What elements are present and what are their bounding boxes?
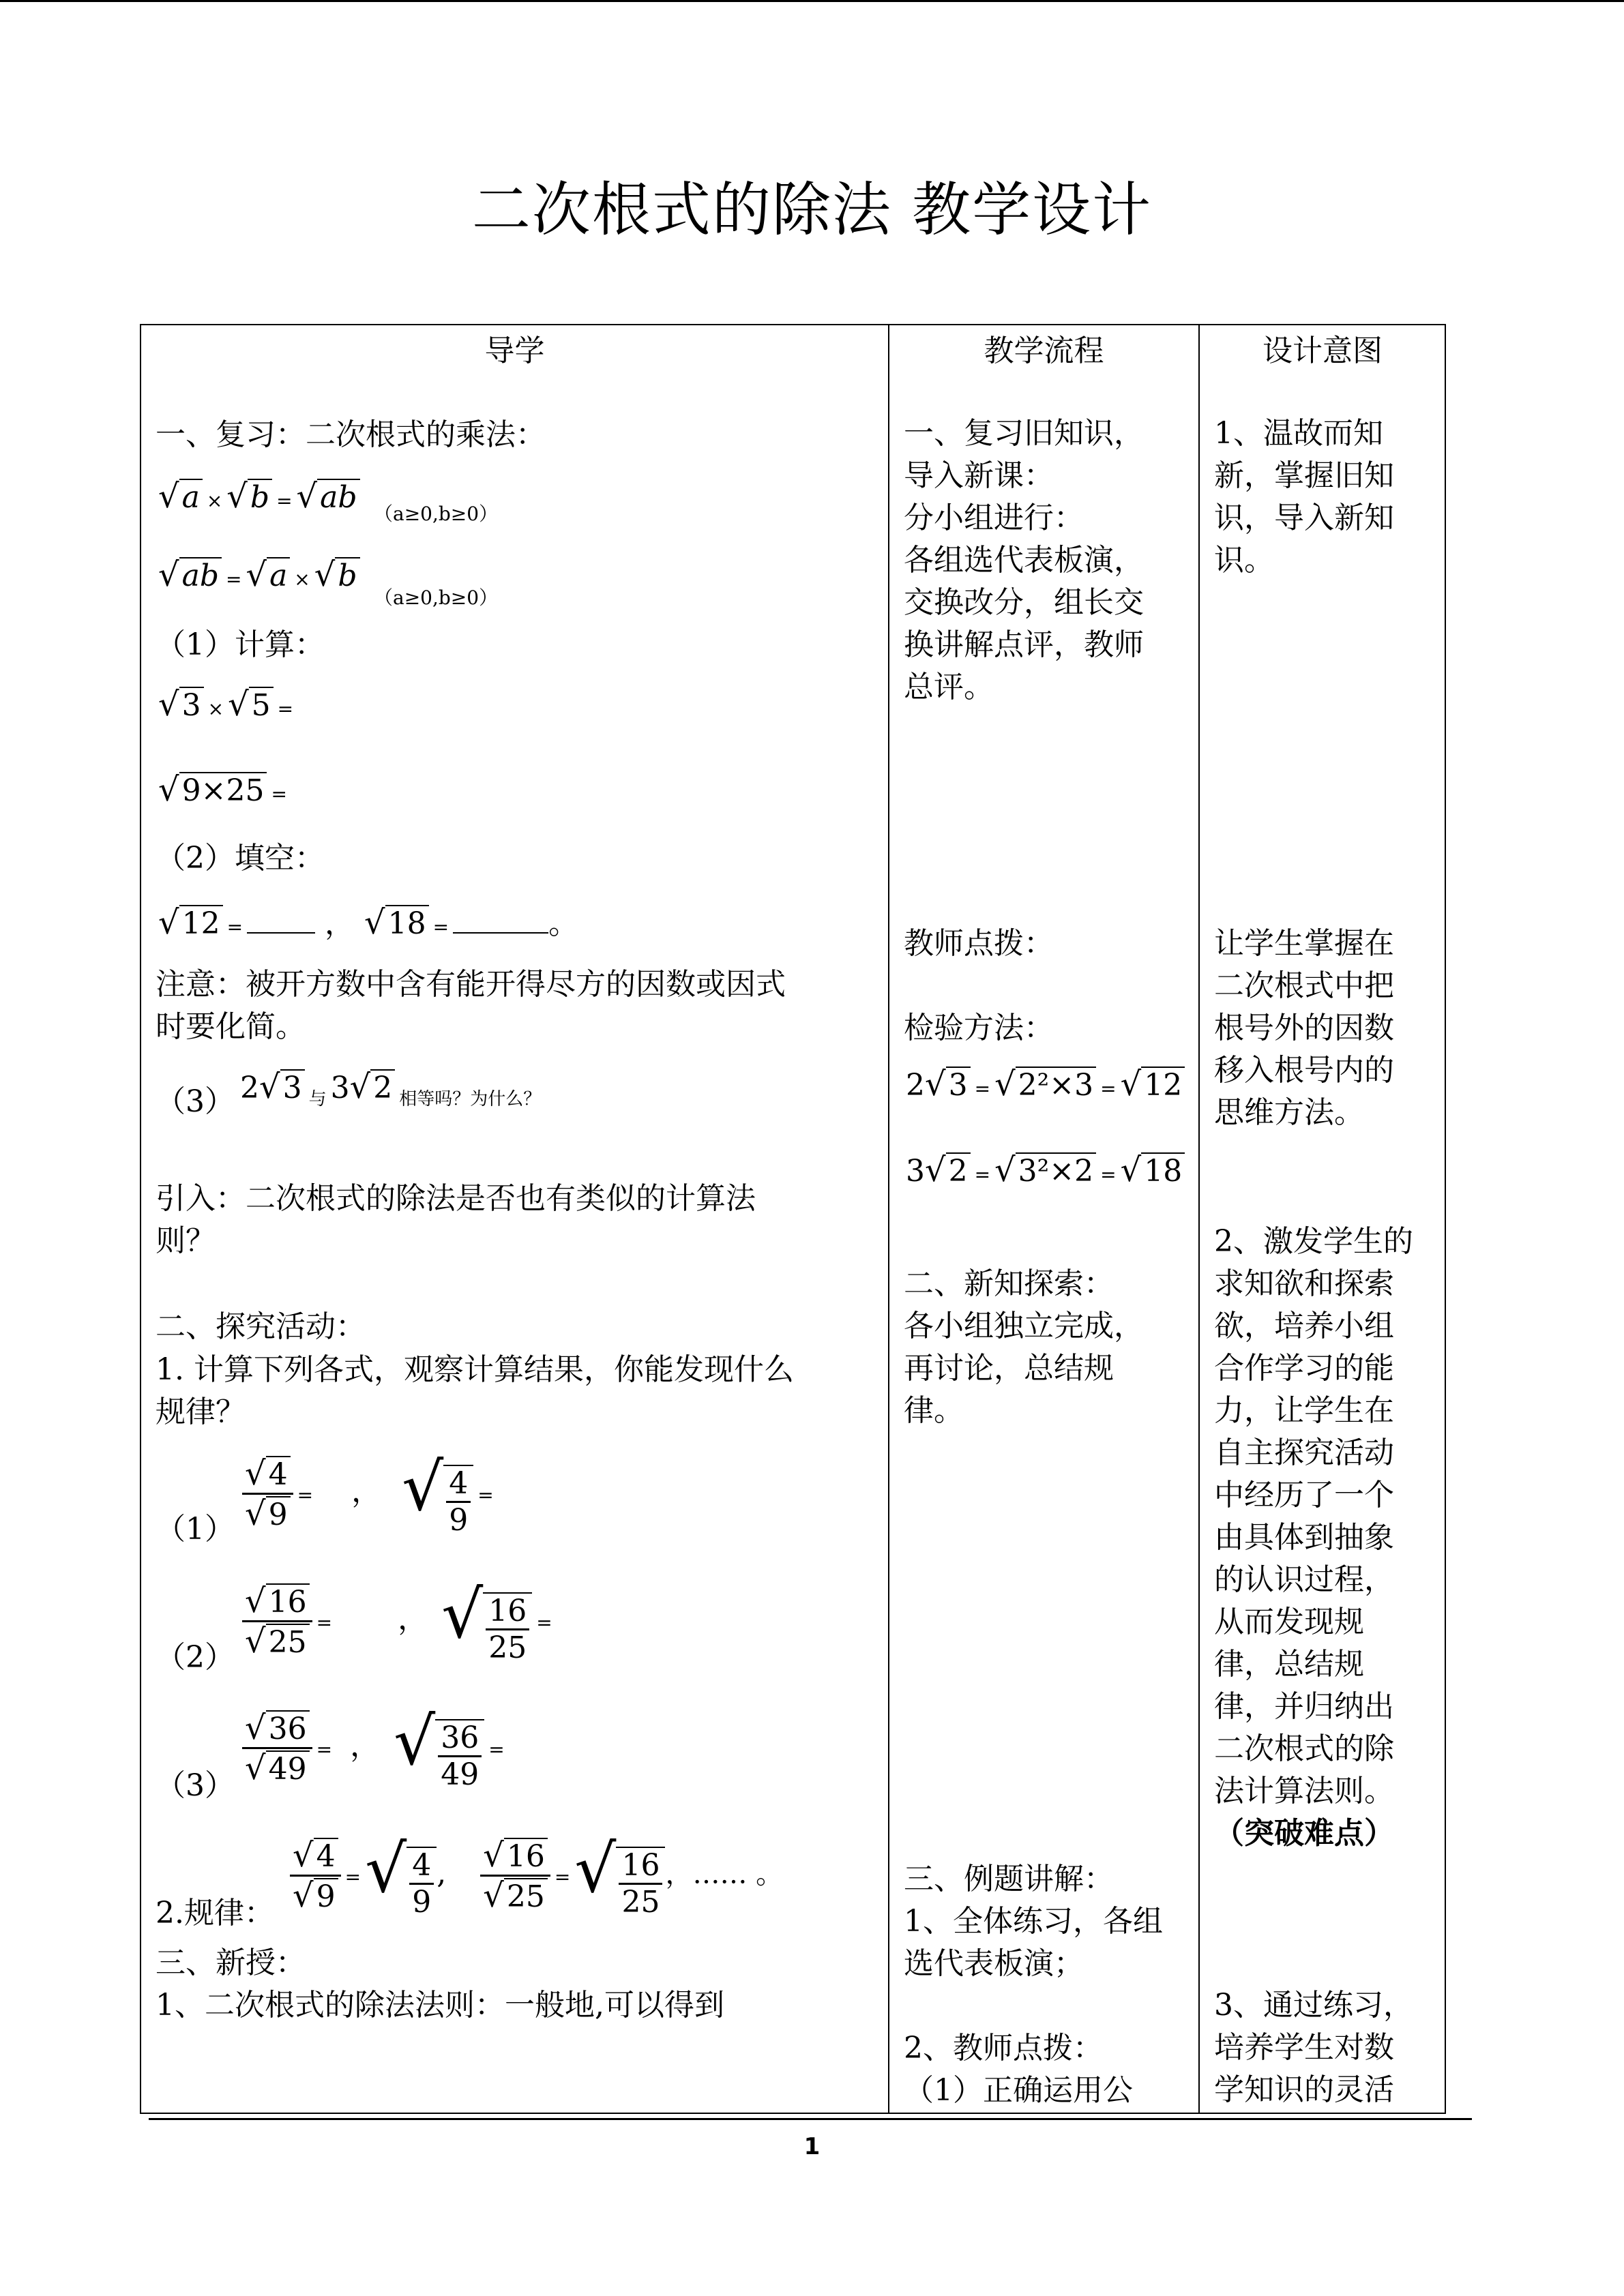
flow-line: （1）正确运用公 xyxy=(904,2073,1133,2108)
product-rule-2: √ab = √a × √b xyxy=(158,556,360,594)
explore-heading: 二、探究活动： xyxy=(156,1309,366,1344)
flow-line: 换讲解点评，教师 xyxy=(904,627,1144,662)
flow-line: 一、复习旧知识， xyxy=(904,416,1144,451)
intro-cont: 则？ xyxy=(156,1223,216,1258)
flow-line: 分小组进行： xyxy=(904,501,1084,535)
intent-line: 二次根式的除 xyxy=(1214,1731,1394,1766)
q1-label: （1）计算： xyxy=(156,627,325,662)
note: 注意：被开方数中含有能开得尽方的因数或因式 xyxy=(156,967,786,1002)
column-divider-2 xyxy=(1198,324,1200,2114)
intent-method xyxy=(1214,923,1394,1134)
e1-exprs: $\frac{√4}{√9}$ = ， √ $\frac{4}{9}$ = xyxy=(242,1449,498,1538)
footer-rule xyxy=(149,2118,1472,2120)
column-divider-1 xyxy=(888,324,889,2114)
intro: 引入：二次根式的除法是否也有类似的计算法 xyxy=(156,1181,756,1216)
flow-line: 三、例题讲解： xyxy=(904,1862,1114,1896)
intent-line: 求知欲和探索 xyxy=(1214,1266,1394,1301)
q2-label: （2）填空： xyxy=(156,841,325,876)
e1-label: （1） xyxy=(156,1512,235,1547)
intent-line: 新，掌握旧知 xyxy=(1214,458,1394,493)
intent-line: 法计算法则。 xyxy=(1214,1774,1394,1808)
verify-expr-1: 2√3 = √2²×3 = √12 xyxy=(906,1065,1185,1103)
intent-explore xyxy=(1214,1221,1413,1855)
intent-line: 由具体到抽象 xyxy=(1214,1520,1394,1555)
intent-line: 力，让学生在 xyxy=(1214,1393,1394,1428)
intent-emphasis: （突破难点） xyxy=(1214,1816,1394,1851)
intent-line: 1、温故而知 xyxy=(1214,416,1383,451)
flow-review xyxy=(904,413,1144,709)
flow-line: 1、全体练习，各组 xyxy=(904,1904,1163,1939)
intent-line: 识，导入新知 xyxy=(1214,501,1394,535)
header-flow: 教学流程 xyxy=(984,333,1104,368)
intent-line: 的认识过程， xyxy=(1214,1562,1394,1597)
intent-line: 合作学习的能 xyxy=(1214,1351,1394,1386)
explore-task: 1. 计算下列各式，观察计算结果，你能发现什么 xyxy=(156,1352,794,1387)
q2-exprs: √12 = ， √18 = 。 xyxy=(158,904,579,942)
flow-line: 导入新课： xyxy=(904,458,1054,493)
intent-line: 从而发现规 xyxy=(1214,1605,1364,1639)
q1-expr-b: √9×25 = xyxy=(158,771,287,809)
flow-line: 各组选代表板演， xyxy=(904,543,1144,578)
explore-task-cont: 规律？ xyxy=(156,1395,246,1429)
intent-line: 3、通过练习， xyxy=(1214,1988,1413,2023)
flow-teacher xyxy=(904,2027,1133,2112)
review-heading: 一、复习：二次根式的乘法： xyxy=(156,417,546,452)
intent-line: 律，并归纳出 xyxy=(1214,1689,1394,1724)
flow-line: 总评。 xyxy=(904,670,994,704)
intent-review xyxy=(1214,413,1394,582)
rule2-condition: （a≥0,b≥0） xyxy=(374,586,499,609)
rule-exprs: $\frac{√4}{√9}$ =√ $\frac{4}{9}$ , $\frac{√16}{√25}$ =√ $\frac{16}{25}$ ，…… 。 xyxy=(290,1831,783,1920)
intent-line: 欲，培养小组 xyxy=(1214,1309,1394,1343)
intent-line: 律，总结规 xyxy=(1214,1647,1364,1682)
e2-exprs: $\frac{√16}{√25}$ = ， √ $\frac{16}{25}$ = xyxy=(242,1577,557,1665)
intent-line: 思维方法。 xyxy=(1214,1095,1364,1130)
intent-line: 让学生掌握在 xyxy=(1214,926,1394,961)
intent-line: 识。 xyxy=(1214,543,1274,578)
intent-line: 自主探究活动 xyxy=(1214,1435,1394,1470)
intent-line: 二次根式中把 xyxy=(1214,968,1394,1003)
intent-practice xyxy=(1214,1984,1413,2111)
flow-line: 选代表板演； xyxy=(904,1946,1084,1981)
e2-label: （2） xyxy=(156,1640,235,1675)
header-guide: 导学 xyxy=(484,333,545,368)
q1-expr-a: √3 × √5 = xyxy=(158,685,294,724)
intent-line: 根号外的因数 xyxy=(1214,1011,1394,1045)
intent-line: 移入根号内的 xyxy=(1214,1053,1394,1088)
intent-line: 中经历了一个 xyxy=(1214,1478,1394,1512)
rule-label: 2.规律： xyxy=(156,1896,274,1930)
rule1-condition: （a≥0,b≥0） xyxy=(374,503,499,525)
q3-mid: 与 xyxy=(308,1089,327,1109)
flow-line: 二、新知探索： xyxy=(904,1266,1114,1301)
flow-line: 再讨论，总结规 xyxy=(904,1351,1114,1386)
flow-line: 2、教师点拨： xyxy=(904,2031,1103,2066)
top-border xyxy=(0,0,1624,2)
verify-expr-2: 3√2 = √3²×2 = √18 xyxy=(906,1151,1185,1189)
intent-line: 培养学生对数 xyxy=(1214,2030,1394,2065)
q3-label: （3） xyxy=(156,1084,235,1119)
new-rule: 1、二次根式的除法法则：一般地,可以得到 xyxy=(156,1988,724,2023)
page-number: 1 xyxy=(803,2133,821,2160)
document-title: 二次根式的除法 教学设计 xyxy=(471,176,1153,244)
flow-examples xyxy=(904,1858,1163,1985)
e3-label: （3） xyxy=(156,1768,235,1803)
header-intent: 设计意图 xyxy=(1263,333,1383,368)
product-rule-1: √a × √b = √ab xyxy=(158,477,360,516)
rule-tail: ，…… 。 xyxy=(665,1858,784,1890)
intent-line: 2、激发学生的 xyxy=(1214,1224,1413,1259)
q3-expr: 2√3 $_与$ 3√2 $_{相等吗?为什么?}$ xyxy=(240,1068,542,1109)
intent-line: 学知识的灵活 xyxy=(1214,2072,1394,2107)
flow-explore xyxy=(904,1263,1144,1432)
note-cont: 时要化简。 xyxy=(156,1009,306,1044)
flow-line: 各小组独立完成， xyxy=(904,1309,1144,1343)
flow-hint: 教师点拨： xyxy=(904,926,1054,961)
new-heading: 三、新授： xyxy=(156,1945,306,1980)
e3-exprs: $\frac{√36}{√49}$ = ， √ $\frac{36}{49}$ = xyxy=(242,1703,509,1792)
flow-line: 律。 xyxy=(904,1393,964,1428)
flow-line: 交换改分，组长交 xyxy=(904,585,1144,620)
flow-verify: 检验方法： xyxy=(904,1011,1054,1045)
q3-tail: 相等吗？为什么？ xyxy=(399,1089,542,1109)
